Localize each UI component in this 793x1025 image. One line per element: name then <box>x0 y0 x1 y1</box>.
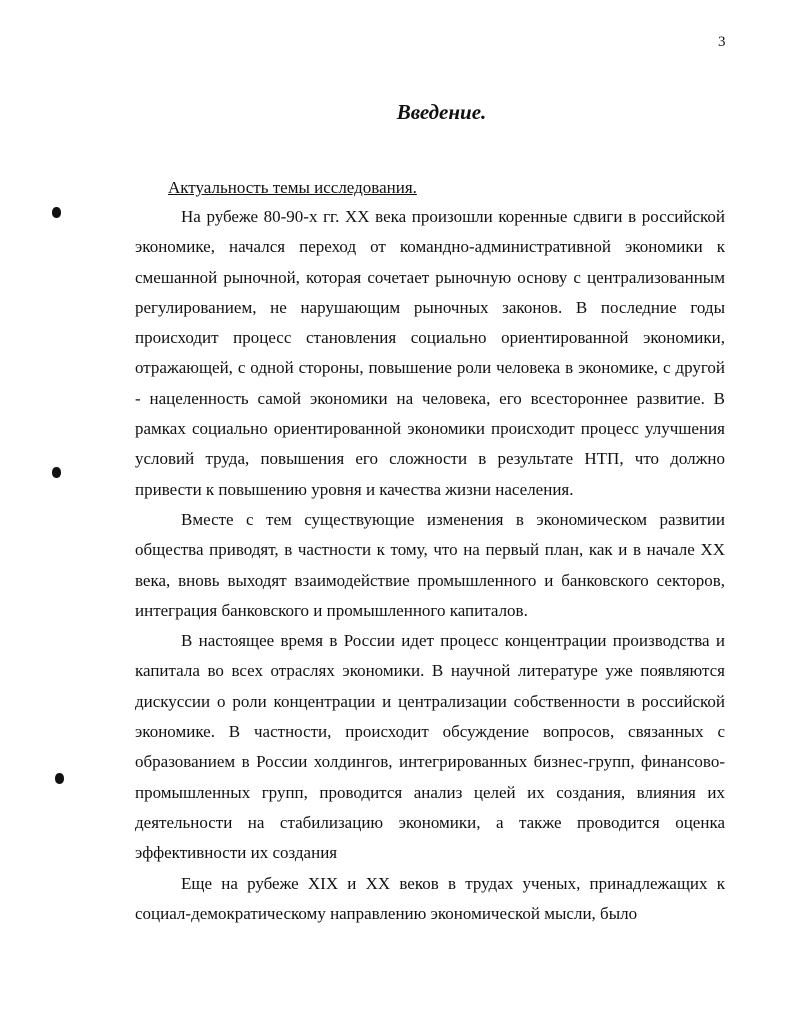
punch-hole-mark <box>52 207 61 218</box>
paragraph-3: В настоящее время в России идет процесс концентрации производства и капитала во всех отраслях экономики. В научной литературе уже появляются дискуссии о роли концентрации и централизации собственности в российской экономике. В частности, происходит обсуждение вопросов, связанных с образованием в России холдингов, интегрированных бизнес-групп, финансово-промышленных групп, проводится анализ целей их создания, влияния их деятельности на стабилизацию экономики, а также проводится оценка эффективности их создания <box>135 631 725 863</box>
paragraph-1: На рубеже 80-90-х гг. XX века произошли коренные сдвиги в российской экономике, начался переход от командно-административной экономики к смешанной рыночной, которая сочетает рыночную основу с централизованным регулированием, не нарушающим рыночных законов. В последние годы происходит процесс становления социально ориентированной экономики, отражающей, с одной стороны, повышение роли человека в экономике, с другой - нацеленность самой экономики на человека, его всестороннее развитие. В рамках социально ориентированной экономики происходит процесс улучшения условий труда, повышения его сложности в результате НТП, что должно привести к повышению уровня и качества жизни населения. <box>135 207 725 499</box>
page-title: Введение. <box>396 100 487 124</box>
paragraph-4: Еще на рубеже XIX и XX веков в трудах ученых, принадлежащих к социал-демократическому направлению экономической мысли, было <box>135 873 725 923</box>
section-heading: Актуальность темы исследования. <box>168 178 417 197</box>
page-number: 3 <box>718 34 726 50</box>
paragraph-2: Вместе с тем существующие изменения в экономическом развитии общества приводят, в частности к тому, что на первый план, как и в начале XX века, вновь выходят взаимодействие промышленного и банковского секторов, интеграция банковского и промышленного капиталов. <box>135 509 725 620</box>
punch-hole-mark <box>55 773 64 784</box>
punch-hole-mark <box>52 467 61 478</box>
body-text <box>135 202 725 929</box>
